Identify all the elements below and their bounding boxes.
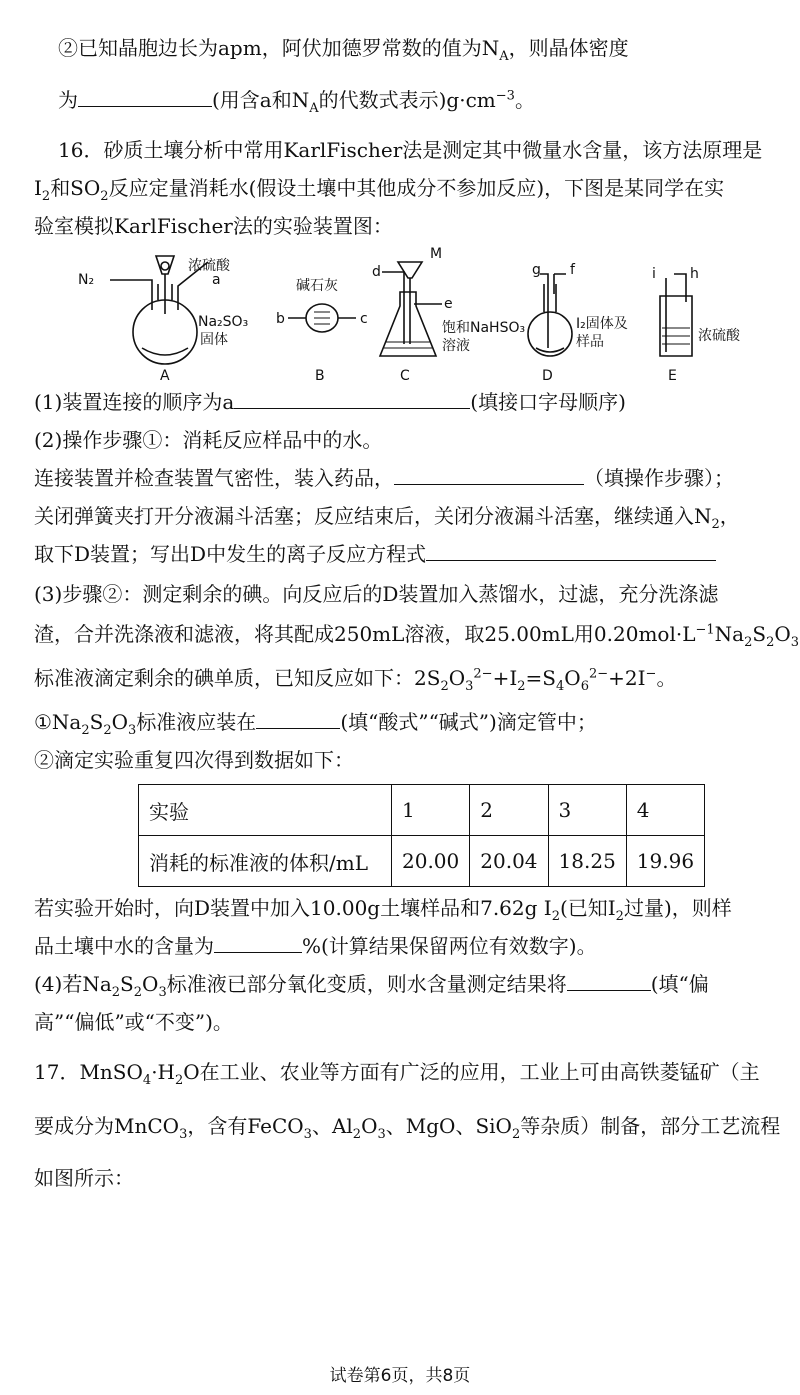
answer-blank[interactable] [214,932,302,953]
text: 验室模拟KarlFischer法的实验装置图： [34,214,393,238]
text: 要成分为MnCO [34,1114,180,1138]
flask-c [380,292,436,356]
label-h: h [690,266,699,282]
trial-cell: 3 [548,785,626,836]
caption-d: D [542,368,553,384]
page-footer: 试卷第6页，共8页 [329,1366,471,1386]
label-a-port: a [212,272,221,288]
part-3-line-1 [34,580,779,608]
answer-blank[interactable] [256,708,340,729]
label-e: e [444,296,453,312]
text: (2)操作步骤①：消耗反应样品中的水。 [34,428,383,452]
trial-cell: 1 [392,785,470,836]
answer-blank[interactable] [394,464,584,485]
apparatus-e [660,274,692,356]
sample-d [536,348,564,352]
text: 品土壤中水的含量为 [34,934,214,958]
volume-cell: 20.00 [392,836,470,887]
text: 若实验开始时，向D装置中加入10.00g土壤样品和7.62g I [34,896,552,920]
text: =S [525,666,556,690]
text: O [564,666,581,690]
text: （填操作步骤）； [584,466,734,490]
part-3-line-2 [34,620,800,650]
sub: 3 [303,1127,312,1142]
apparatus-c [380,262,442,356]
label-a-solid-2: 固体 [200,332,228,348]
part-4-line-1 [34,970,779,998]
text: 反应定量消耗水(假设土壤中其他成分不参加反应)，下图是某同学在实 [108,176,725,200]
result-line-2 [34,932,779,960]
q17-line-3 [34,1164,779,1192]
row-label-cell: 消耗的标准液的体积/mL [139,836,392,887]
text: 的代数式表示)g·cm [318,88,496,112]
crystal-density-line-1 [58,34,800,62]
funnel-stopcock-a [161,262,169,270]
flask-d [528,312,572,356]
sub: A [499,49,509,64]
text: (填“酸式”“碱式”)滴定管中； [340,710,597,734]
sup: 2− [588,666,609,682]
q17-line-2 [34,1112,779,1140]
apparatus-drawing [70,244,790,389]
funnel-c [398,262,422,278]
text: ②滴定实验重复四次得到数据如下： [34,748,354,772]
text: O [142,972,159,996]
sub: 6 [580,679,589,694]
text: (1)装置连接的顺序为a [34,390,235,414]
answer-blank[interactable] [426,540,716,561]
text: (3)步骤②：测定剩余的碘。向反应后的D装置加入蒸馏水，过滤，充分洗涤滤 [34,582,719,606]
sub: 2 [711,517,720,532]
label-d: d [372,264,381,280]
sub-2 [34,746,779,774]
label-n2: N₂ [78,272,95,288]
text: S [120,972,134,996]
text: 标准液已部分氧化变质，则水含量测定结果将 [166,972,567,996]
text: O [448,666,466,690]
part-1 [34,388,779,416]
sup: −3 [495,88,515,104]
sub: 2 [440,679,449,694]
text: O在工业、农业等方面有广泛的应用，工业上可由高铁菱锰矿（主 [183,1060,760,1084]
apparatus-figure [70,244,790,389]
text: Na [714,622,745,646]
trial-cell: 4 [626,785,704,836]
header-label-cell: 实验 [139,785,392,836]
text: O [111,710,129,734]
text: 连接装置并检查装置气密性，装入药品， [34,466,394,490]
text: S [89,710,104,734]
text: 。 [656,666,677,690]
sub: 3 [179,1127,188,1142]
sub: 2 [352,1127,362,1142]
text: (已知I [559,896,616,920]
text: 。 [514,88,535,112]
text: (4)若Na [34,972,112,996]
caption-e: E [668,368,677,384]
answer-blank[interactable] [567,970,651,991]
answer-blank[interactable] [78,86,212,107]
label-a-solid-1: Na₂SO₃ [198,314,249,330]
bottle-e [660,296,692,356]
solid-a [142,348,188,355]
part-2-line-4 [34,540,779,568]
part-3-line-3 [34,664,779,692]
text: 等杂质）制备，部分工艺流程 [520,1114,781,1138]
q17-line-1 [34,1058,779,1086]
q16-line-1 [58,136,800,164]
sub: 2 [103,723,112,738]
titration-table [138,784,705,887]
text: ①Na [34,710,82,734]
sub: 2 [615,909,624,924]
trial-cell: 2 [470,785,548,836]
sub: 2 [551,909,560,924]
sub: 3 [790,635,800,650]
part-4-line-2 [34,1008,779,1036]
text: 取下D装置；写出D中发生的离子反应方程式 [34,542,427,566]
part-2-line-3 [34,502,779,530]
text: O [774,622,791,646]
label-a-top: 浓硫酸 [188,258,230,274]
text: 为 [58,88,78,112]
text: %(计算结果保留两位有效数字)。 [302,934,597,958]
table-row [139,785,705,836]
text: (填“偏 [650,972,709,996]
text: 、Al [311,1114,353,1138]
soda-lime-fill [314,312,330,324]
label-i: i [652,266,656,282]
label-d-reagent-1: I₂固体及 [576,316,628,332]
text: 高”“偏低”或“不变”)。 [34,1010,233,1034]
answer-blank[interactable] [234,388,470,409]
text: 16．砂质土壤分析中常用KarlFischer法是测定其中微量水含量，该方法原理是 [58,138,763,162]
sub: 2 [511,1127,521,1142]
caption-b: B [315,368,325,384]
text: 和SO [50,176,101,200]
sub: 3 [158,985,167,1000]
text: ·H [151,1060,175,1084]
sup: 2− [473,666,493,682]
sub: 2 [175,1073,184,1088]
tubes-e [666,274,686,352]
sub-1 [34,708,779,736]
q16-line-3 [34,212,779,240]
sub: 4 [142,1073,152,1088]
text: (填接口字母顺序) [470,390,626,414]
text: ，含有FeCO [187,1114,304,1138]
dropping-funnel-a [156,256,174,274]
text: O [361,1114,378,1138]
label-f: f [570,262,575,278]
text: +2I [608,666,646,690]
text: 、MgO、SiO [385,1114,512,1138]
label-m: M [430,246,443,262]
label-c-reagent-2: 溶液 [442,338,470,354]
text: ， [719,504,740,528]
label-b: 碱石灰 [296,278,338,294]
text: ，则晶体密度 [508,36,629,60]
label-c-reagent-1: 饱和NaHSO₃ [442,320,526,336]
sub: 2 [517,679,526,694]
caption-a: A [160,368,170,384]
text: 过量)，则样 [623,896,732,920]
table-row [139,836,705,887]
text: 渣，合并洗涤液和滤液，将其配成250mL溶液，取25.00mL用0.20mol·L [34,622,696,646]
label-c-port: c [360,311,368,327]
label-e-reagent: 浓硫酸 [698,328,740,344]
text: 关闭弹簧夹打开分液漏斗活塞；反应结束后，关闭分液漏斗活塞，继续通入N [34,504,712,528]
sub: 2 [766,635,775,650]
q16-line-2 [34,174,779,202]
text: 17．MnSO [34,1060,143,1084]
sub: 2 [133,985,143,1000]
sub: 3 [377,1127,386,1142]
result-line-1 [34,894,779,922]
solution-c [384,342,432,348]
apparatus-b [288,304,356,332]
sub: 3 [465,679,474,694]
volume-cell: 18.25 [548,836,626,887]
text: ②已知晶胞边长为apm，阿伏加德罗常数的值为N [58,36,500,60]
sub: 2 [111,985,121,1000]
sub: 4 [556,679,565,694]
text: I [34,176,42,200]
caption-c: C [400,368,410,384]
sub: 2 [41,189,51,204]
label-g: g [532,262,541,278]
apparatus-d [528,274,572,356]
sub: 2 [744,635,753,650]
volume-cell: 19.96 [626,836,704,887]
sup: − [645,666,657,682]
crystal-density-line-2 [58,86,800,114]
part-2-line-1 [34,426,779,454]
volume-cell: 20.04 [470,836,548,887]
text: 标准液应装在 [136,710,257,734]
sub: 2 [81,723,90,738]
sub: 3 [128,723,137,738]
tube-d [382,272,404,344]
label-d-reagent-2: 样品 [576,334,604,350]
text: +I [492,666,518,690]
text: 标准液滴定剩余的碘单质，已知反应如下：2S [34,666,441,690]
sub: 2 [100,189,109,204]
text: S [752,622,767,646]
sup: −1 [695,622,715,638]
text: (用含a和N [212,88,310,112]
sub: A [309,101,319,116]
label-b-port: b [276,311,285,327]
text: 如图所示： [34,1166,134,1190]
part-2-line-2 [34,464,779,492]
